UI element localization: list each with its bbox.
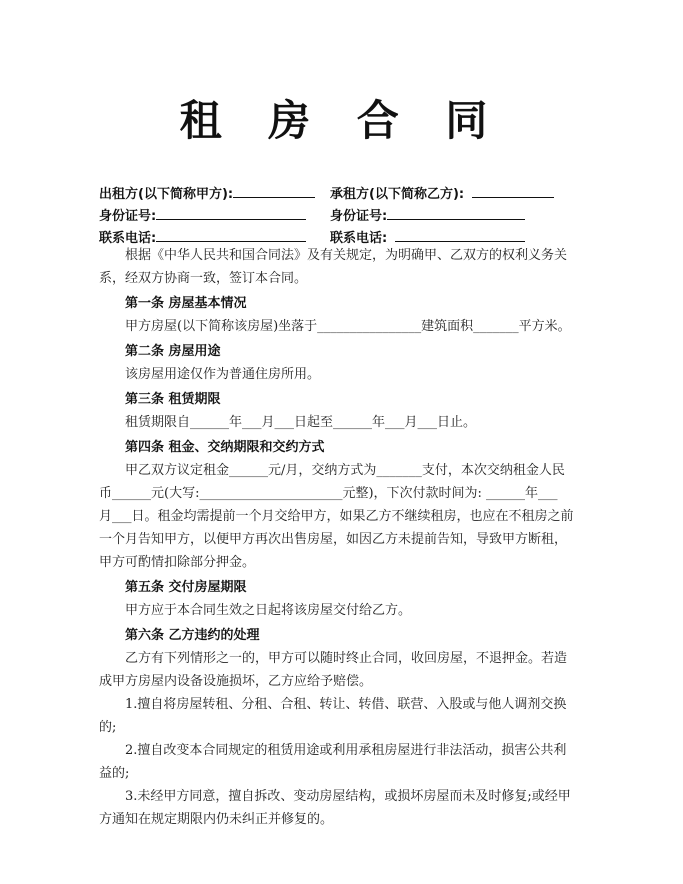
article-6-text: 成甲方房屋内设备设施损坏，乙方应给予赔偿。 (99, 674, 373, 689)
article-6-item: 1.擅自将房屋转租、分租、合租、转让、转借、联营、入股或与他人调剂交换 (125, 697, 567, 712)
article-6-item: 方通知在规定期限内仍未纠正并修复的。 (99, 812, 334, 827)
article-3-text: 租赁期限自______年___月___日起至______年___月___日止。 (125, 415, 477, 430)
article-4-heading: 第四条 租金、交纳期限和交约方式 (125, 440, 325, 455)
article-6-item: 益的; (99, 766, 130, 781)
lessor-id-blank (156, 207, 306, 220)
lessor-id-label: 身份证号: (99, 209, 157, 224)
contract-body (99, 244, 586, 831)
article-3-heading: 第三条 租赁期限 (125, 392, 221, 407)
article-4-text: 一个月告知甲方，以便甲方再次出售房屋，如因乙方未提前告知，导致甲方断租， (99, 532, 568, 547)
article-4-text: 币______元(大写:______________________元整)，下次付款时间为: ______年___ (99, 486, 558, 501)
article-2-text: 该房屋用途仅作为普通住房所用。 (125, 367, 321, 382)
article-6-heading: 第六条 乙方违约的处理 (125, 628, 260, 643)
article-5-text: 甲方应于本合同生效之日起将该房屋交付给乙方。 (125, 603, 412, 618)
lessee-name-field (330, 183, 554, 202)
lessee-id-field (330, 205, 525, 224)
article-5-heading: 第五条 交付房屋期限 (125, 580, 247, 595)
lessee-id-label: 身份证号: (330, 209, 388, 224)
article-1-heading: 第一条 房屋基本情况 (125, 296, 247, 311)
lessee-label: 承租方(以下简称乙方): (330, 187, 465, 202)
lessor-name-field (99, 183, 315, 202)
article-1-text: 甲方房屋(以下简称该房屋)坐落于________________建筑面积_______平方米。 (125, 319, 571, 334)
lessee-phone-blank (395, 229, 525, 242)
article-6-text: 乙方有下列情形之一的，甲方可以随时终止合同，收回房屋，不退押金。若造 (125, 651, 568, 666)
intro-line: 系，经双方协商一致，签订本合同。 (99, 271, 308, 286)
party-ids-row (99, 205, 619, 227)
lessor-phone-label: 联系电话: (99, 231, 157, 246)
article-6-item: 3.未经甲方同意，擅自拆改、变动房屋结构，或损坏房屋而未及时修复;或经甲 (125, 789, 571, 804)
article-4-text: 甲乙双方议定租金______元/月，交纳方式为_______支付，本次交纳租金人民 (125, 463, 565, 478)
article-4-text: 甲方可酌情扣除部分押金。 (99, 555, 256, 570)
lessor-label: 出租方(以下简称甲方): (99, 187, 234, 202)
lessor-id-field (99, 205, 306, 224)
party-names-row (99, 183, 619, 205)
article-2-heading: 第二条 房屋用途 (125, 344, 221, 359)
lessee-name-blank (472, 185, 554, 198)
article-4-text: 月___日。租金均需提前一个月交给甲方，如果乙方不继续租房，也应在不租房之前 (99, 509, 574, 524)
intro-line: 根据《中华人民共和国合同法》及有关规定，为明确甲、乙双方的权利义务关 (125, 248, 568, 263)
lessor-phone-blank (156, 229, 306, 242)
article-6-item: 2.擅自改变本合同规定的租赁用途或利用承租房屋进行非法活动，损害公共利 (125, 743, 567, 758)
contract-title: 租 房 合 同 (179, 96, 504, 145)
lessor-name-blank (233, 185, 315, 198)
lessee-phone-label: 联系电话: (330, 231, 388, 246)
article-6-item: 的; (99, 720, 117, 735)
lessee-id-blank (387, 207, 525, 220)
